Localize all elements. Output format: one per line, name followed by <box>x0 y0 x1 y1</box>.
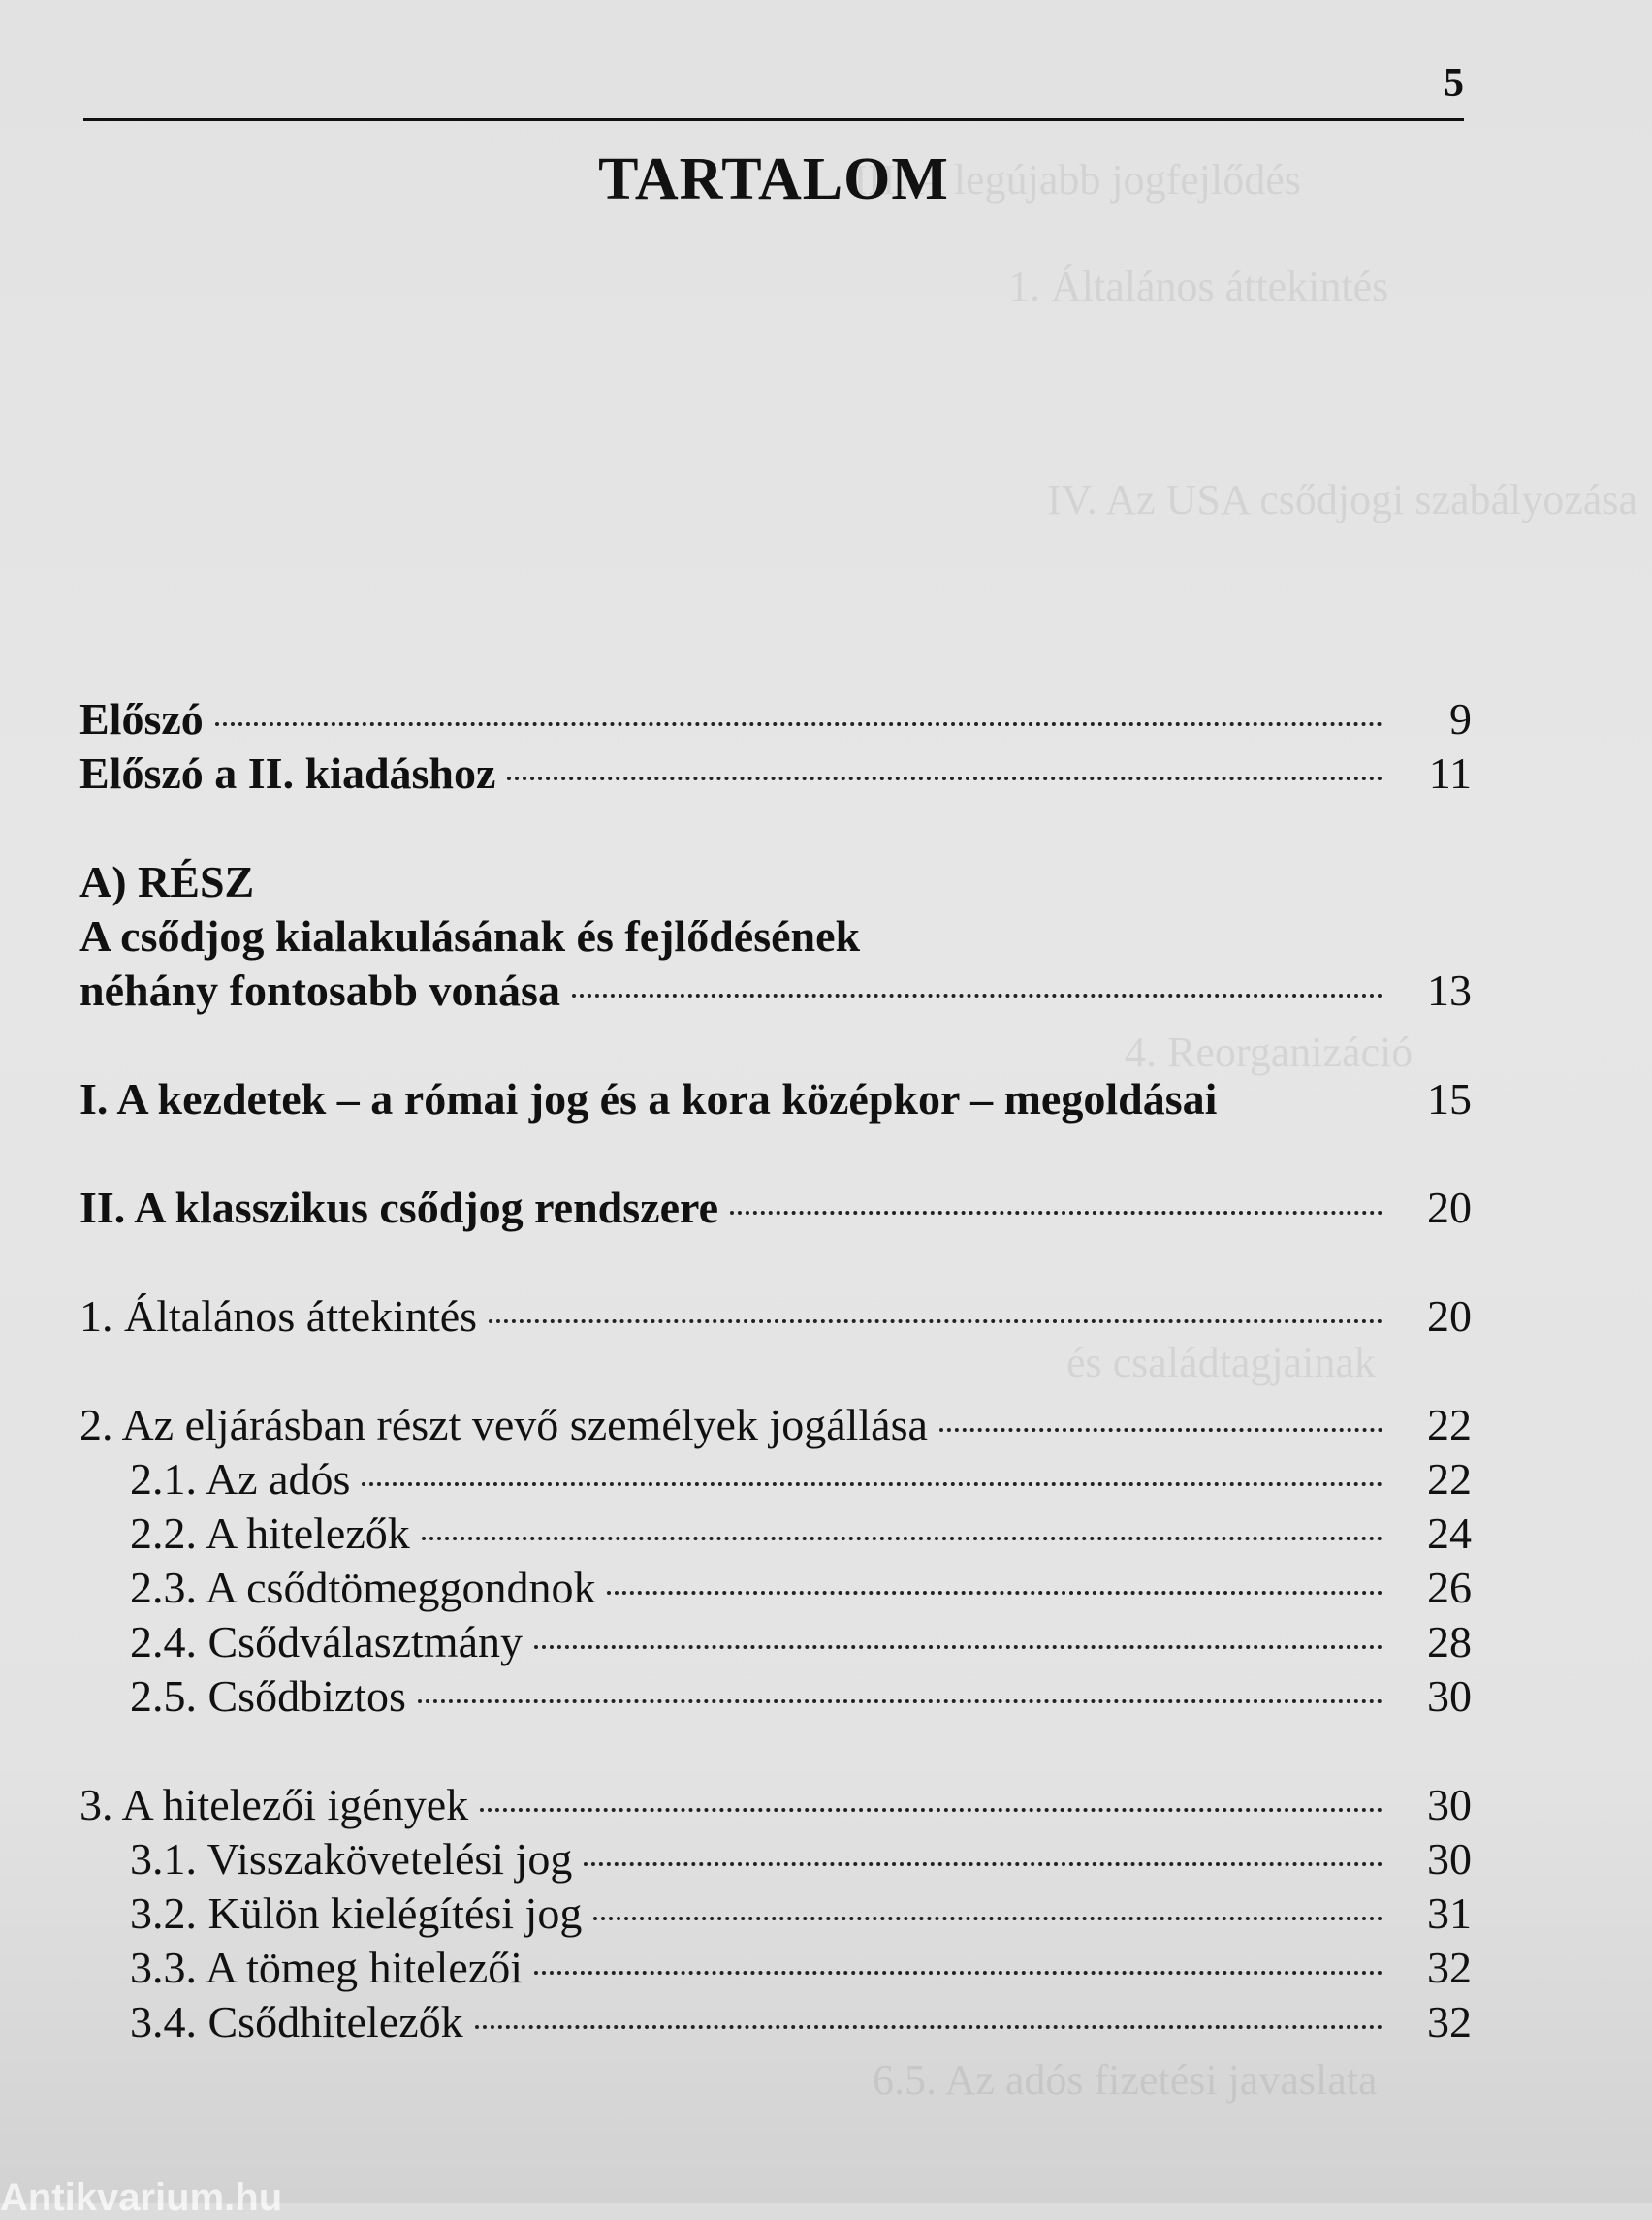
toc-entry-3-3 <box>79 1941 1472 1995</box>
bleed-through-text: 6.5. Az adós fizetési javaslata <box>873 2056 1378 2104</box>
toc-entry-page: 26 <box>1427 1563 1472 1612</box>
toc-entry-eloszo <box>79 692 1472 746</box>
toc-entry-page: 32 <box>1427 1997 1472 2046</box>
toc-entry-3-1 <box>79 1832 1472 1887</box>
toc-entry-page: 20 <box>1427 1183 1472 1232</box>
toc-entry-label: I. A kezdetek – a római jog és a kora középkor – megoldásai <box>79 1074 1218 1124</box>
dot-leader <box>584 1862 1382 1866</box>
toc-entry-page: 22 <box>1427 1454 1472 1504</box>
bleed-through-text: IV. Az USA csődjogi szabályozása <box>1047 476 1637 523</box>
toc-entry-section-1 <box>79 1289 1472 1344</box>
toc-entry-2-3 <box>79 1561 1472 1615</box>
toc-entry-label: 3.4. Csődhitelezők <box>130 1997 463 2046</box>
toc-entry-section-2 <box>79 1398 1472 1452</box>
toc-entry-label: néhány fontosabb vonása <box>79 966 560 1015</box>
dot-leader <box>939 1428 1382 1432</box>
toc-entry-chapter-2 <box>79 1181 1472 1235</box>
toc-entry-page: 20 <box>1427 1291 1472 1341</box>
toc-entry-section-3 <box>79 1778 1472 1832</box>
dot-leader <box>362 1482 1382 1486</box>
toc-entry-label: 2.5. Csődbiztos <box>130 1671 406 1721</box>
toc-entry-label: Előszó <box>79 694 204 744</box>
toc-entry-label: 2.4. Csődválasztmány <box>130 1617 523 1666</box>
dot-leader <box>534 1645 1382 1649</box>
dot-leader <box>730 1211 1382 1215</box>
dot-leader <box>480 1808 1382 1812</box>
dot-leader <box>422 1537 1382 1540</box>
dot-leader <box>593 1917 1382 1920</box>
toc-entry-label: 2.3. A csődtömeggondnok <box>130 1563 596 1612</box>
bleed-through-text: III. A legújabb jogfejlődés <box>853 156 1301 204</box>
dot-leader <box>507 777 1382 780</box>
toc-entry-page: 22 <box>1427 1400 1472 1449</box>
toc-entry-page: 28 <box>1427 1617 1472 1666</box>
toc-entry-label: Előszó a II. kiadáshoz <box>79 748 496 798</box>
toc-entry-label: 1. Általános áttekintés <box>79 1291 478 1341</box>
toc-entry-label: 3.3. A tömeg hitelezői <box>130 1943 523 1992</box>
toc-entry-page: 30 <box>1427 1780 1472 1829</box>
watermark: Antikvarium.hu <box>0 2176 283 2219</box>
toc-entry-page: 30 <box>1427 1671 1472 1721</box>
toc-entry-chapter-1 <box>79 1072 1472 1126</box>
table-of-contents <box>79 692 1472 2049</box>
toc-entry-page: 30 <box>1427 1834 1472 1884</box>
bleed-through-text: 1. Általános áttekintés <box>1008 263 1389 310</box>
toc-entry-label: 2. Az eljárásban részt vevő személyek jogállása <box>79 1400 928 1449</box>
toc-entry-page: 15 <box>1427 1074 1472 1124</box>
dot-leader <box>534 1971 1382 1975</box>
dot-leader <box>607 1591 1382 1595</box>
toc-entry-2-2 <box>79 1506 1472 1561</box>
part-a-heading: A) RÉSZ <box>79 857 255 906</box>
page-title: TARTALOM <box>598 146 949 212</box>
toc-entry-label: 3.2. Külön kielégítési jog <box>130 1888 583 1938</box>
toc-entry-page: 13 <box>1427 966 1472 1015</box>
toc-entry-page: 9 <box>1449 694 1472 744</box>
dot-leader <box>489 1319 1382 1323</box>
toc-entry-page: 11 <box>1428 748 1472 798</box>
toc-entry-2-5 <box>79 1669 1472 1724</box>
toc-entry-page: 24 <box>1427 1508 1472 1558</box>
toc-entry-label: 2.2. A hitelezők <box>130 1508 410 1558</box>
dot-leader <box>215 722 1382 726</box>
toc-entry-eloszo-ii <box>79 746 1472 801</box>
toc-entry-page: 32 <box>1427 1943 1472 1992</box>
toc-entry-3-4 <box>79 1995 1472 2049</box>
dot-leader <box>572 994 1382 998</box>
header-rule <box>83 118 1464 121</box>
dot-leader <box>475 2025 1382 2029</box>
toc-entry-3-2 <box>79 1887 1472 1941</box>
toc-entry-2-1 <box>79 1452 1472 1506</box>
bleed-through-text: és családtagjainak <box>1066 1339 1376 1386</box>
toc-entry-label: II. A klasszikus csődjog rendszere <box>79 1183 719 1232</box>
toc-entry-label: 2.1. Az adós <box>130 1454 351 1504</box>
toc-entry-page: 31 <box>1427 1888 1472 1938</box>
toc-entry-2-4 <box>79 1615 1472 1669</box>
part-a-title-line: A csődjog kialakulásának és fejlődésének <box>79 911 861 961</box>
bleed-through-text: 4. Reorganizáció <box>1125 1029 1414 1076</box>
toc-entry-label: 3. A hitelezői igények <box>79 1780 469 1829</box>
toc-entry-label: 3.1. Visszakövetelési jog <box>130 1834 573 1884</box>
page-number: 5 <box>1444 61 1464 106</box>
toc-entry-part-a <box>79 964 1472 1018</box>
dot-leader <box>418 1699 1382 1703</box>
